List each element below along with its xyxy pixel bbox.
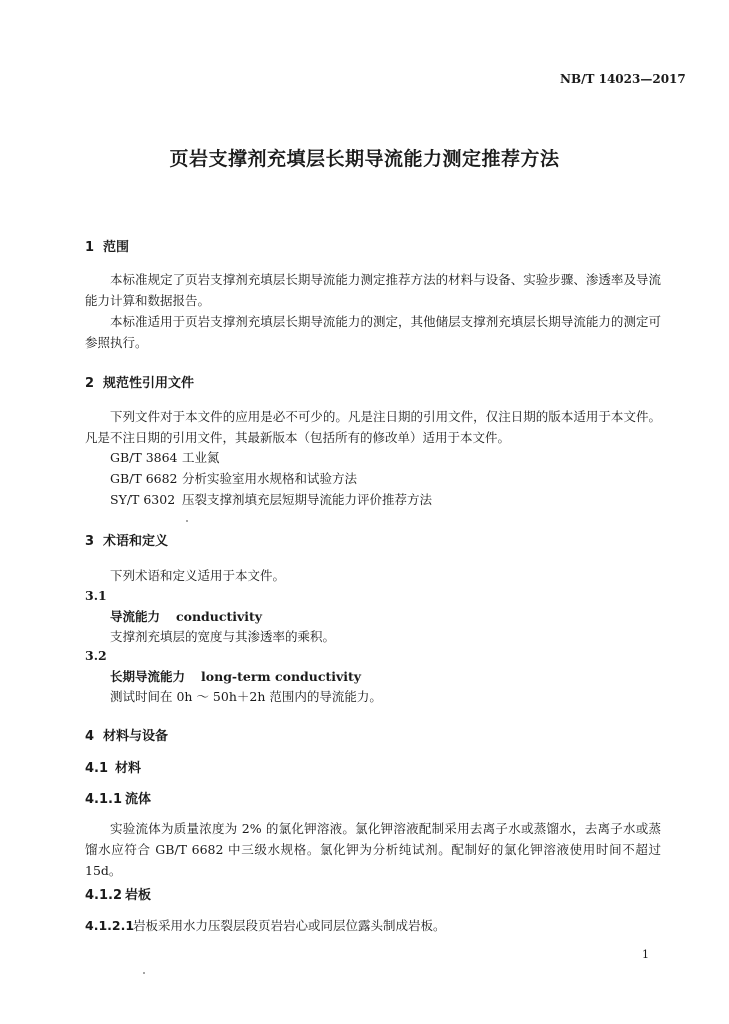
term-3-1-definition: 支撑剂充填层的宽度与其渗透率的乘积。 (110, 629, 336, 644)
reference-item (110, 448, 220, 466)
section-4-title: 材料与设备 (103, 729, 169, 744)
reference-code: GB/T 6682 (110, 471, 178, 486)
page-number: 1 (642, 948, 649, 961)
term-3-2-definition: 测试时间在 0h ～ 50h＋2h 范围内的导流能力。 (110, 689, 382, 704)
reference-item (110, 490, 432, 508)
section-4-1-2-number: 4.1.2 (85, 888, 123, 903)
section-1-paragraph-2: 本标准适用于页岩支撑剂充填层长期导流能力的测定，其他储层支撑剂充填层长期导流能力的测定可参照执行。 (85, 314, 661, 350)
term-3-2-number: 3.2 (85, 648, 107, 663)
section-3-paragraph-1: 下列术语和定义适用于本文件。 (110, 568, 286, 583)
section-4-1-2-heading (85, 884, 151, 903)
section-4-heading (85, 725, 168, 744)
reference-code: GB/T 3864 (110, 450, 178, 465)
document-title: 页岩支撑剂充填层长期导流能力测定推荐方法 (169, 148, 560, 170)
section-1-paragraph-1: 本标准规定了页岩支撑剂充填层长期导流能力测定推荐方法的材料与设备、实验步骤、渗透率及导流能力计算和数据报告。 (85, 272, 661, 308)
term-3-2-zh: 长期导流能力 (110, 669, 186, 684)
term-3-1-number: 3.1 (85, 588, 107, 603)
term-3-1-zh: 导流能力 (110, 609, 161, 624)
reference-name: 压裂支撑剂填充层短期导流能力评价推荐方法 (182, 492, 433, 507)
reference-name: 分析实验室用水规格和试验方法 (182, 471, 358, 486)
term-3-1-en: conductivity (176, 609, 263, 624)
section-4-1-number: 4.1 (85, 761, 109, 776)
section-1-heading (85, 236, 129, 255)
section-4-1-1-heading (85, 788, 151, 807)
section-2-title: 规范性引用文件 (103, 376, 195, 391)
section-4-1-heading (85, 757, 141, 776)
section-1-number: 1 (85, 240, 95, 255)
term-3-2-en: long-term conductivity (201, 669, 362, 684)
reference-item (110, 469, 357, 487)
section-4-1-2-title: 岩板 (125, 888, 152, 903)
section-4-1-2-1-item (85, 916, 446, 934)
section-3-title: 术语和定义 (103, 534, 169, 549)
term-3-2-name (110, 667, 361, 685)
section-3-number: 3 (85, 534, 95, 549)
scan-speck (143, 972, 145, 974)
section-3-heading (85, 530, 168, 549)
section-4-1-1-paragraph: 实验流体为质量浓度为 2% 的氯化钾溶液。氯化钾溶液配制采用去离子水或蒸馏水，去离子水或蒸馏水应符合 GB/T 6682 中三级水规格。氯化钾为分析纯试剂。配制好的氯化钾溶液使用时间不超过 15d。 (85, 821, 661, 878)
section-2-number: 2 (85, 376, 95, 391)
section-2-heading (85, 372, 194, 391)
reference-name: 工业氮 (182, 450, 220, 465)
section-4-number: 4 (85, 729, 95, 744)
section-4-1-1-title: 流体 (125, 792, 152, 807)
section-4-1-title: 材料 (115, 761, 142, 776)
term-3-1-name (110, 607, 262, 625)
standard-code: NB/T 14023—2017 (560, 72, 686, 86)
section-4-1-2-1-text: 岩板采用水力压裂层段页岩岩心或同层位露头制成岩板。 (133, 918, 446, 933)
reference-code: SY/T 6302 (110, 492, 176, 507)
section-1-title: 范围 (103, 240, 130, 255)
scan-speck (186, 520, 188, 522)
section-4-1-1-number: 4.1.1 (85, 792, 123, 807)
section-4-1-2-1-number: 4.1.2.1 (85, 918, 135, 933)
section-2-paragraph-1: 下列文件对于本文件的应用是必不可少的。凡是注日期的引用文件，仅注日期的版本适用于本文件。凡是不注日期的引用文件，其最新版本（包括所有的修改单）适用于本文件。 (85, 409, 661, 445)
